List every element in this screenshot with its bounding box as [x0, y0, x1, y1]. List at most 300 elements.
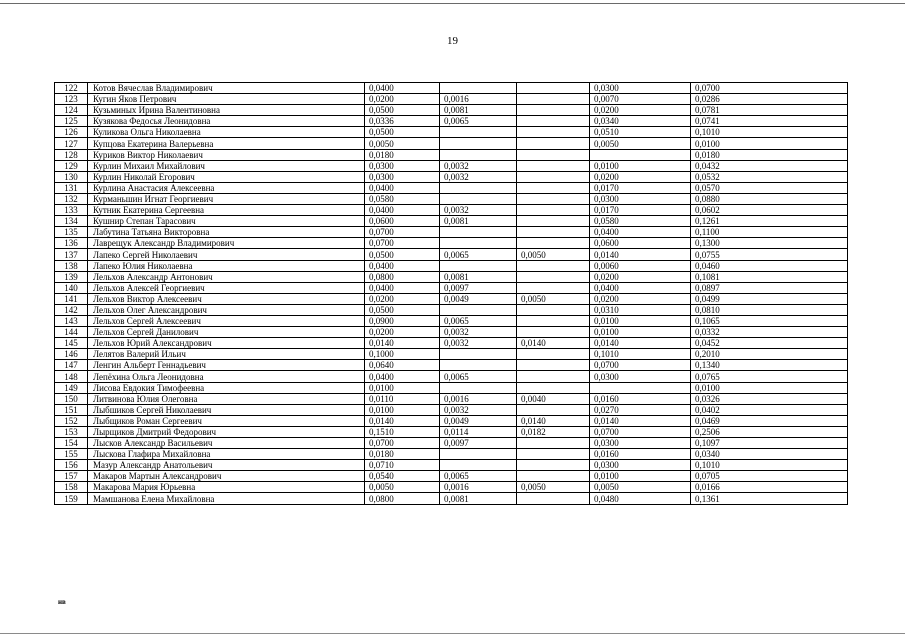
value-total: 0,1010 — [691, 460, 848, 471]
value-col-1: 0,0500 — [365, 304, 440, 315]
value-col-4: 0,0100 — [590, 315, 691, 326]
value-col-3 — [517, 404, 590, 415]
value-total: 0,1100 — [691, 227, 848, 238]
value-col-2 — [440, 127, 517, 138]
value-col-1: 0,0336 — [365, 116, 440, 127]
value-col-3 — [517, 382, 590, 393]
value-total: 0,0332 — [691, 327, 848, 338]
person-name: Лелятов Валерий Ильич — [88, 349, 365, 360]
table-row — [55, 304, 848, 315]
table-row — [55, 260, 848, 271]
row-number: 143 — [55, 315, 88, 326]
value-col-4: 0,0170 — [590, 182, 691, 193]
value-col-1: 0,0400 — [365, 205, 440, 216]
value-col-3 — [517, 127, 590, 138]
value-col-1: 0,0140 — [365, 415, 440, 426]
value-total: 0,0705 — [691, 471, 848, 482]
value-col-4: 0,0510 — [590, 127, 691, 138]
value-total: 0,0452 — [691, 338, 848, 349]
person-name: Мазур Александр Анатольевич — [88, 460, 365, 471]
value-total: 0,0100 — [691, 382, 848, 393]
row-number: 138 — [55, 260, 88, 271]
value-total: 0,2010 — [691, 349, 848, 360]
row-number: 125 — [55, 116, 88, 127]
value-col-1: 0,0800 — [365, 493, 440, 504]
person-name: Лыбшиков Сергей Николаевич — [88, 404, 365, 415]
value-col-1: 0,0400 — [365, 83, 440, 94]
person-name: Лысков Александр Васильевич — [88, 438, 365, 449]
value-col-4: 0,0200 — [590, 271, 691, 282]
person-name: Лельхов Виктор Алексеевич — [88, 293, 365, 304]
person-name: Лельхов Юрий Александрович — [88, 338, 365, 349]
value-col-4: 0,0200 — [590, 105, 691, 116]
value-col-1: 0,0200 — [365, 327, 440, 338]
row-number: 124 — [55, 105, 88, 116]
row-number: 146 — [55, 349, 88, 360]
person-name: Лабутина Татьяна Викторовна — [88, 227, 365, 238]
table-row — [55, 404, 848, 415]
value-col-2: 0,0032 — [440, 404, 517, 415]
value-col-2 — [440, 304, 517, 315]
value-total: 0,0326 — [691, 393, 848, 404]
value-col-2 — [440, 227, 517, 238]
value-col-3: 0,0140 — [517, 415, 590, 426]
value-col-2: 0,0097 — [440, 282, 517, 293]
footer-initials: нв — [58, 598, 66, 606]
value-col-4: 0,0140 — [590, 249, 691, 260]
person-name: Кушнир Степан Тарасович — [88, 216, 365, 227]
person-name: Кутник Екатерина Сергеевна — [88, 205, 365, 216]
value-col-4: 0,0300 — [590, 193, 691, 204]
person-name: Лырщиков Дмитрий Федорович — [88, 426, 365, 437]
value-col-2: 0,0016 — [440, 94, 517, 105]
table-row — [55, 271, 848, 282]
value-total: 0,1010 — [691, 127, 848, 138]
row-number: 154 — [55, 438, 88, 449]
row-number: 141 — [55, 293, 88, 304]
row-number: 152 — [55, 415, 88, 426]
value-col-2 — [440, 149, 517, 160]
person-name: Макарова Мария Юрьевна — [88, 482, 365, 493]
value-col-4: 0,0170 — [590, 205, 691, 216]
table-row — [55, 482, 848, 493]
person-name: Курлина Анастасия Алексеевна — [88, 182, 365, 193]
table-row — [55, 193, 848, 204]
person-name: Лепёхина Ольга Леонидовна — [88, 371, 365, 382]
table-row — [55, 415, 848, 426]
value-col-4: 0,0400 — [590, 227, 691, 238]
person-name: Курлин Николай Егорович — [88, 171, 365, 182]
value-total: 0,0602 — [691, 205, 848, 216]
row-number: 140 — [55, 282, 88, 293]
value-col-2: 0,0081 — [440, 216, 517, 227]
value-col-2: 0,0065 — [440, 371, 517, 382]
value-col-4 — [590, 382, 691, 393]
person-name: Ленгин Альберт Геннадьевич — [88, 360, 365, 371]
table-row — [55, 249, 848, 260]
value-col-3 — [517, 171, 590, 182]
value-col-1: 0,0110 — [365, 393, 440, 404]
value-col-3: 0,0050 — [517, 249, 590, 260]
person-name: Лельхов Сергей Данилович — [88, 327, 365, 338]
person-name: Лапеко Юлия Николаевна — [88, 260, 365, 271]
value-col-3 — [517, 216, 590, 227]
row-number: 147 — [55, 360, 88, 371]
table-row — [55, 149, 848, 160]
row-number: 156 — [55, 460, 88, 471]
value-col-2: 0,0065 — [440, 315, 517, 326]
value-total: 0,0570 — [691, 182, 848, 193]
value-col-2 — [440, 360, 517, 371]
value-col-3: 0,0050 — [517, 482, 590, 493]
value-total: 0,0402 — [691, 404, 848, 415]
person-name: Лапеко Сергей Николаевич — [88, 249, 365, 260]
person-name: Курлин Михаил Михайлович — [88, 160, 365, 171]
row-number: 134 — [55, 216, 88, 227]
value-col-2 — [440, 449, 517, 460]
value-col-4: 0,0160 — [590, 393, 691, 404]
value-total: 0,0100 — [691, 138, 848, 149]
value-total: 0,0460 — [691, 260, 848, 271]
value-col-3 — [517, 160, 590, 171]
value-col-1: 0,0540 — [365, 471, 440, 482]
table-row — [55, 360, 848, 371]
person-name: Куриков Виктор Николаевич — [88, 149, 365, 160]
value-col-1: 0,0500 — [365, 127, 440, 138]
value-col-1: 0,0200 — [365, 94, 440, 105]
table-row — [55, 127, 848, 138]
value-col-2: 0,0065 — [440, 249, 517, 260]
value-total: 0,1065 — [691, 315, 848, 326]
value-total: 0,1340 — [691, 360, 848, 371]
table-row — [55, 426, 848, 437]
value-col-1: 0,0140 — [365, 338, 440, 349]
value-col-1: 0,1510 — [365, 426, 440, 437]
value-total: 0,0180 — [691, 149, 848, 160]
value-col-3 — [517, 205, 590, 216]
person-name: Макаров Мартын Александрович — [88, 471, 365, 482]
value-col-4: 0,0480 — [590, 493, 691, 504]
value-total: 0,0810 — [691, 304, 848, 315]
table-row — [55, 382, 848, 393]
value-col-4: 0,0050 — [590, 482, 691, 493]
value-col-3 — [517, 349, 590, 360]
value-col-1: 0,0100 — [365, 382, 440, 393]
value-col-2: 0,0081 — [440, 493, 517, 504]
row-number: 148 — [55, 371, 88, 382]
value-col-2 — [440, 193, 517, 204]
value-total: 0,0755 — [691, 249, 848, 260]
value-col-2 — [440, 460, 517, 471]
value-col-2: 0,0065 — [440, 116, 517, 127]
page-number: 19 — [447, 35, 458, 47]
row-number: 126 — [55, 127, 88, 138]
value-col-1: 0,0900 — [365, 315, 440, 326]
value-col-1: 0,0500 — [365, 249, 440, 260]
value-total: 0,0469 — [691, 415, 848, 426]
table-row — [55, 171, 848, 182]
table-row — [55, 471, 848, 482]
value-total: 0,0340 — [691, 449, 848, 460]
value-total: 0,1261 — [691, 216, 848, 227]
value-total: 0,0532 — [691, 171, 848, 182]
table-row — [55, 349, 848, 360]
value-col-3 — [517, 327, 590, 338]
person-name: Лисова Евдокия Тимофеевна — [88, 382, 365, 393]
value-total: 0,0897 — [691, 282, 848, 293]
table-row — [55, 105, 848, 116]
value-total: 0,1081 — [691, 271, 848, 282]
value-col-2 — [440, 382, 517, 393]
value-col-1: 0,0400 — [365, 371, 440, 382]
value-col-3 — [517, 260, 590, 271]
value-col-2: 0,0081 — [440, 105, 517, 116]
value-col-3 — [517, 193, 590, 204]
table-row — [55, 438, 848, 449]
value-col-3: 0,0050 — [517, 293, 590, 304]
value-total: 0,2506 — [691, 426, 848, 437]
row-number: 122 — [55, 83, 88, 94]
value-col-4: 0,0200 — [590, 171, 691, 182]
row-number: 132 — [55, 193, 88, 204]
row-number: 133 — [55, 205, 88, 216]
person-name: Кугин Яков Петрович — [88, 94, 365, 105]
table-row — [55, 393, 848, 404]
value-col-3 — [517, 371, 590, 382]
value-col-4 — [590, 149, 691, 160]
table-row — [55, 371, 848, 382]
person-name: Лыбщиков Роман Сергеевич — [88, 415, 365, 426]
row-number: 153 — [55, 426, 88, 437]
person-name: Куликова Ольга Николаевна — [88, 127, 365, 138]
value-total: 0,0880 — [691, 193, 848, 204]
scan-top-edge — [0, 3, 905, 4]
value-col-4: 0,0310 — [590, 304, 691, 315]
person-name: Мамшанова Елена Михайловна — [88, 493, 365, 504]
value-col-3 — [517, 149, 590, 160]
row-number: 157 — [55, 471, 88, 482]
value-col-3 — [517, 449, 590, 460]
value-col-2: 0,0032 — [440, 327, 517, 338]
value-col-1: 0,0400 — [365, 282, 440, 293]
value-col-1: 0,0300 — [365, 171, 440, 182]
value-col-3: 0,0040 — [517, 393, 590, 404]
row-number: 139 — [55, 271, 88, 282]
value-total: 0,0765 — [691, 371, 848, 382]
value-col-3: 0,0182 — [517, 426, 590, 437]
value-col-4: 0,0160 — [590, 449, 691, 460]
value-col-1: 0,0700 — [365, 238, 440, 249]
value-col-4: 0,0200 — [590, 293, 691, 304]
person-name: Лаврещук Александр Владимирович — [88, 238, 365, 249]
person-name: Лыскова Глафира Михайловна — [88, 449, 365, 460]
value-col-2: 0,0032 — [440, 171, 517, 182]
value-col-3 — [517, 83, 590, 94]
value-col-3 — [517, 471, 590, 482]
value-col-2: 0,0016 — [440, 393, 517, 404]
table-row — [55, 227, 848, 238]
value-total: 0,0286 — [691, 94, 848, 105]
value-col-3 — [517, 138, 590, 149]
value-col-4: 0,0140 — [590, 415, 691, 426]
row-number: 145 — [55, 338, 88, 349]
row-number: 155 — [55, 449, 88, 460]
value-total: 0,0781 — [691, 105, 848, 116]
table-row — [55, 116, 848, 127]
person-name: Купцова Екатерина Валерьевна — [88, 138, 365, 149]
value-col-4: 0,0050 — [590, 138, 691, 149]
row-number: 129 — [55, 160, 88, 171]
person-name: Лельхов Алексей Георгиевич — [88, 282, 365, 293]
table-row — [55, 205, 848, 216]
value-col-3 — [517, 315, 590, 326]
value-col-1: 0,0050 — [365, 138, 440, 149]
value-col-4: 0,0100 — [590, 327, 691, 338]
row-number: 137 — [55, 249, 88, 260]
table-row — [55, 282, 848, 293]
row-number: 135 — [55, 227, 88, 238]
value-col-3 — [517, 438, 590, 449]
value-col-3 — [517, 460, 590, 471]
table-row — [55, 449, 848, 460]
value-col-1: 0,0700 — [365, 227, 440, 238]
value-col-1: 0,0580 — [365, 193, 440, 204]
value-col-3 — [517, 227, 590, 238]
table-row — [55, 216, 848, 227]
value-col-4: 0,0060 — [590, 260, 691, 271]
value-col-3 — [517, 304, 590, 315]
value-col-1: 0,0050 — [365, 482, 440, 493]
table-row — [55, 338, 848, 349]
value-col-4: 0,0300 — [590, 460, 691, 471]
value-col-2: 0,0049 — [440, 415, 517, 426]
value-total: 0,0700 — [691, 83, 848, 94]
table-body — [55, 83, 848, 505]
person-name: Литвинова Юлия Олеговна — [88, 393, 365, 404]
value-col-4: 0,0070 — [590, 94, 691, 105]
value-col-4: 0,0140 — [590, 338, 691, 349]
value-col-4: 0,0600 — [590, 238, 691, 249]
data-table — [54, 82, 848, 505]
value-col-1: 0,0200 — [365, 293, 440, 304]
table-row — [55, 327, 848, 338]
value-col-3 — [517, 182, 590, 193]
value-col-4: 0,0100 — [590, 160, 691, 171]
value-col-4: 0,0700 — [590, 426, 691, 437]
value-col-4: 0,0580 — [590, 216, 691, 227]
value-col-2: 0,0032 — [440, 338, 517, 349]
value-col-3 — [517, 493, 590, 504]
person-name: Лельхов Олег Александрович — [88, 304, 365, 315]
person-name: Лельхов Сергей Алексеевич — [88, 315, 365, 326]
table-row — [55, 460, 848, 471]
value-total: 0,0741 — [691, 116, 848, 127]
value-col-2: 0,0114 — [440, 426, 517, 437]
value-col-4: 0,0100 — [590, 471, 691, 482]
value-col-2 — [440, 238, 517, 249]
row-number: 130 — [55, 171, 88, 182]
table-row — [55, 160, 848, 171]
value-col-1: 0,0180 — [365, 449, 440, 460]
row-number: 127 — [55, 138, 88, 149]
table-row — [55, 315, 848, 326]
value-col-4: 0,0700 — [590, 360, 691, 371]
value-col-2 — [440, 182, 517, 193]
row-number: 159 — [55, 493, 88, 504]
value-col-4: 0,0300 — [590, 371, 691, 382]
value-col-1: 0,0400 — [365, 260, 440, 271]
value-col-2: 0,0032 — [440, 160, 517, 171]
person-name: Котов Вячеслав Владимирович — [88, 83, 365, 94]
value-col-3 — [517, 238, 590, 249]
value-col-2: 0,0016 — [440, 482, 517, 493]
value-col-2 — [440, 83, 517, 94]
value-total: 0,1300 — [691, 238, 848, 249]
value-col-1: 0,0600 — [365, 216, 440, 227]
value-col-4: 0,0270 — [590, 404, 691, 415]
row-number: 158 — [55, 482, 88, 493]
value-col-2 — [440, 349, 517, 360]
value-col-3 — [517, 105, 590, 116]
row-number: 149 — [55, 382, 88, 393]
row-number: 123 — [55, 94, 88, 105]
value-total: 0,1097 — [691, 438, 848, 449]
value-col-1: 0,1000 — [365, 349, 440, 360]
value-col-3 — [517, 360, 590, 371]
value-col-3: 0,0140 — [517, 338, 590, 349]
person-name: Лельхов Александр Антонович — [88, 271, 365, 282]
value-total: 0,1361 — [691, 493, 848, 504]
table-row — [55, 83, 848, 94]
value-col-3 — [517, 271, 590, 282]
table-row — [55, 493, 848, 504]
value-col-2 — [440, 260, 517, 271]
value-col-1: 0,0700 — [365, 438, 440, 449]
value-col-1: 0,0800 — [365, 271, 440, 282]
row-number: 136 — [55, 238, 88, 249]
value-col-3 — [517, 94, 590, 105]
value-col-4: 0,0340 — [590, 116, 691, 127]
table-row — [55, 138, 848, 149]
person-name: Кузьминых Ирина Валентиновна — [88, 105, 365, 116]
row-number: 150 — [55, 393, 88, 404]
row-number: 128 — [55, 149, 88, 160]
value-col-2: 0,0032 — [440, 205, 517, 216]
row-number: 142 — [55, 304, 88, 315]
value-col-2 — [440, 138, 517, 149]
row-number: 131 — [55, 182, 88, 193]
value-col-1: 0,0640 — [365, 360, 440, 371]
table-row — [55, 238, 848, 249]
row-number: 151 — [55, 404, 88, 415]
table-row — [55, 182, 848, 193]
value-col-2: 0,0097 — [440, 438, 517, 449]
value-col-2: 0,0065 — [440, 471, 517, 482]
value-col-1: 0,0300 — [365, 160, 440, 171]
value-col-4: 0,0400 — [590, 282, 691, 293]
person-name: Курманьшин Игнат Георгиевич — [88, 193, 365, 204]
value-total: 0,0432 — [691, 160, 848, 171]
value-col-4: 0,0300 — [590, 438, 691, 449]
value-total: 0,0499 — [691, 293, 848, 304]
scan-bottom-edge — [0, 633, 905, 634]
person-name: Кузякова Федосья Леонидовна — [88, 116, 365, 127]
value-col-2: 0,0081 — [440, 271, 517, 282]
value-col-4: 0,0300 — [590, 83, 691, 94]
value-total: 0,0166 — [691, 482, 848, 493]
value-col-1: 0,0100 — [365, 404, 440, 415]
value-col-1: 0,0500 — [365, 105, 440, 116]
